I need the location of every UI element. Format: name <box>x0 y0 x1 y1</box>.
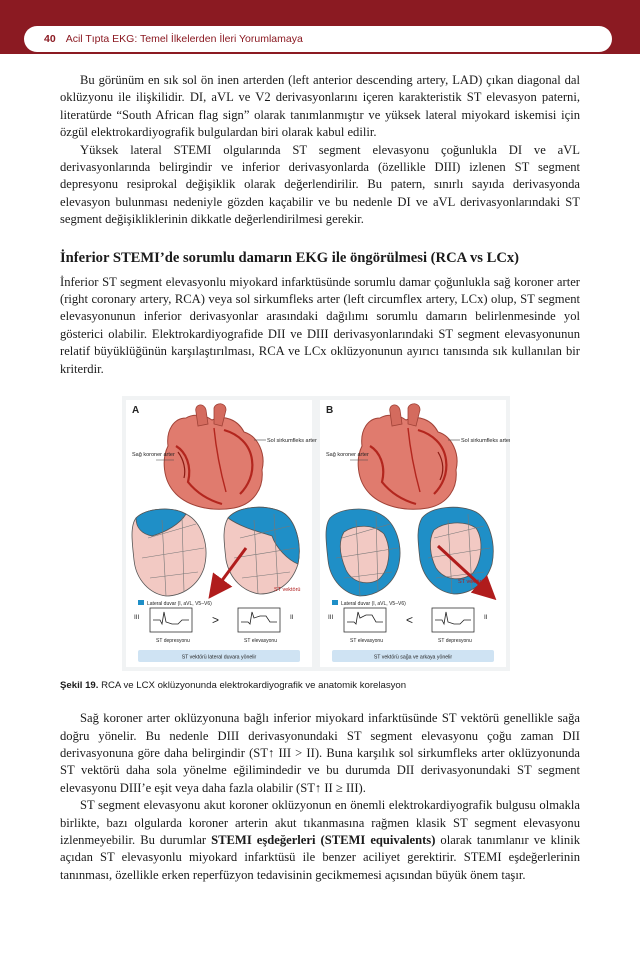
caption-text: RCA ve LCX oklüzyonunda elektrokardiyografik ve anatomik korelasyon <box>101 680 407 692</box>
label-circumflex-a: Sol sirkumfleks arter <box>267 438 317 445</box>
panel-b-letter: B <box>326 405 334 417</box>
page-content <box>60 72 580 884</box>
bottom-note-a: ST vektörü lateral duvara yönelir <box>181 654 257 661</box>
lead-right-a: II <box>290 614 294 622</box>
ecg-caption-left-b: ST elevasyonu <box>350 638 383 645</box>
paragraph-part: olarak tanımlanır ve klinik açıdan ST elevasyonlu miyokard infarktüsü ile benzer aciliyet gerektirir. STEMI eşdeğerlerinin tanınması, özellikle erken reperfüzyon tedavisinin gecikmemesi açısından büyük önem taşır. <box>60 832 580 882</box>
page-number: 40 <box>44 33 56 45</box>
figure-19 <box>122 396 510 671</box>
ecg-caption-right-a: ST elevasyonu <box>244 638 277 645</box>
bullseye-left-b <box>326 509 400 596</box>
caption-label: Şekil 19. <box>60 680 99 692</box>
bottom-note-b: ST vektörü sağa ve arkaya yönelir <box>373 654 453 661</box>
comparator-b: < <box>406 613 414 628</box>
ecg-caption-left-a: ST depresyonu <box>156 638 190 645</box>
figure-illustration <box>122 396 510 671</box>
figure-caption <box>60 679 580 692</box>
panel-a-letter: A <box>132 405 140 417</box>
paragraph: Bu görünüm en sık sol ön inen arterden (left anterior descending artery, LAD) çıkan diagonal dal oklüzyonu ile ilişkilidir. DI, aVL ve V2 derivasyonlarını içeren karakteristik ST elevasyon paterni, literatürde “South African flag sign” olarak tanımlanmıştır ve yüksek lateral miyokard iskemisi için özgül elektrokardiyografik bulgulardan biri olarak kabul edilir. <box>60 73 580 140</box>
paragraph: Yüksek lateral STEMI olgularında ST segment elevasyonu çoğunlukla DI ve aVL derivasyonlarında belirgindir ve inferior derivasyonlarda (özellikle DIII) izlenen ST segment depresyonu resiprokal değişiklik olarak değerlendirilir. Bu patern, sınırlı sayıda derivasyonda elevasyon bulunması nedeniyle gözden kaçabilir ve bu nedenle DI ve aVL derivasyonlarındaki ST segment değişikliklerinin dikkatle değerlendirilmesi gerekir. <box>60 142 580 227</box>
header-band <box>0 0 640 54</box>
paragraph: İnferior ST segment elevasyonlu miyokard infarktüsünde sorumlu damar çoğunlukla sağ koroner arter (right coronary artery, RCA) veya sol sirkumfleks arter (left circumflex artery, LCx) olup, ST segment elevasyonunun inferior derivasyonlar arasındaki dağılımı sorumlu damarın belirlenmesinde yol gösterici olabilir. Elektrokardiyografide DII ve DIII derivasyonlarındaki ST segment elevasyonunun relatif büyüklüğünün karşılaştırılması, RCA ve LCx oklüzyonunun ayırıcı tanısında sık kullanılan bir kriterdir. <box>60 274 580 376</box>
lead-left-a: III <box>134 614 140 622</box>
ecg-box-left-b <box>344 608 386 632</box>
paragraph <box>60 797 580 884</box>
vector-label-b: ST vektörü <box>458 579 485 586</box>
paragraph-part: ST segment elevasyonu akut koroner oklüzyonun en önemli elektrokardiyografik bulgusu olmakla birlikte, bazı olgularda koroner arterin akut tıkanmasına rağmen klasik ST segment elevasyonu izlenmeyebilir. Bu durumlar <box>60 798 580 847</box>
legend-a: Lateral duvar (I, aVL, V5–V6) <box>147 601 212 608</box>
comparator-a: > <box>212 613 220 628</box>
bold-term: STEMI eşdeğerleri (STEMI equivalents) <box>211 832 436 847</box>
legend-swatch-a <box>138 600 144 605</box>
label-rca-b: Sağ koroner arter <box>326 452 369 459</box>
paragraph: Sağ koroner arter oklüzyonuna bağlı inferior miyokard infarktüsünde ST vektörü genellikle sağa doğru yönelir. Bu nedenle DIII derivasyonundaki ST segment elevasyonu çoğu zaman DII derivasyonuna göre daha belirgindir (ST↑ III > II). Buna karşılık sol sirkumfleks arter oklüzyonunda ST vektörü daha sola yönelme eğilimindedir ve bu durumda DII derivasyonundaki ST segment elevasyonu DIII’e eşit veya daha fazla olabilir (ST↑ II ≥ III). <box>60 711 580 795</box>
lead-left-b: III <box>328 614 334 622</box>
ecg-caption-right-b: ST depresyonu <box>438 638 472 645</box>
legend-swatch-b <box>332 600 338 605</box>
panel-b <box>320 400 510 667</box>
label-rca-a: Sağ koroner arter <box>132 452 175 459</box>
label-circumflex-b: Sol sirkumfleks arter <box>461 438 510 445</box>
vector-label-a: ST vektörü <box>274 587 301 594</box>
panel-a <box>126 400 317 667</box>
legend-b: Lateral duvar (I, aVL, V5–V6) <box>341 601 406 608</box>
section-heading: İnferior STEMI’de sorumlu damarın EKG ile öngörülmesi (RCA vs LCx) <box>60 249 520 266</box>
running-header <box>24 26 612 52</box>
running-title: Acil Tıpta EKG: Temel İlkelerden İleri Yorumlamaya <box>65 33 303 45</box>
lead-right-b: II <box>484 614 488 622</box>
ecg-box-right-a <box>238 608 280 632</box>
bullseye-left-a <box>132 509 206 596</box>
